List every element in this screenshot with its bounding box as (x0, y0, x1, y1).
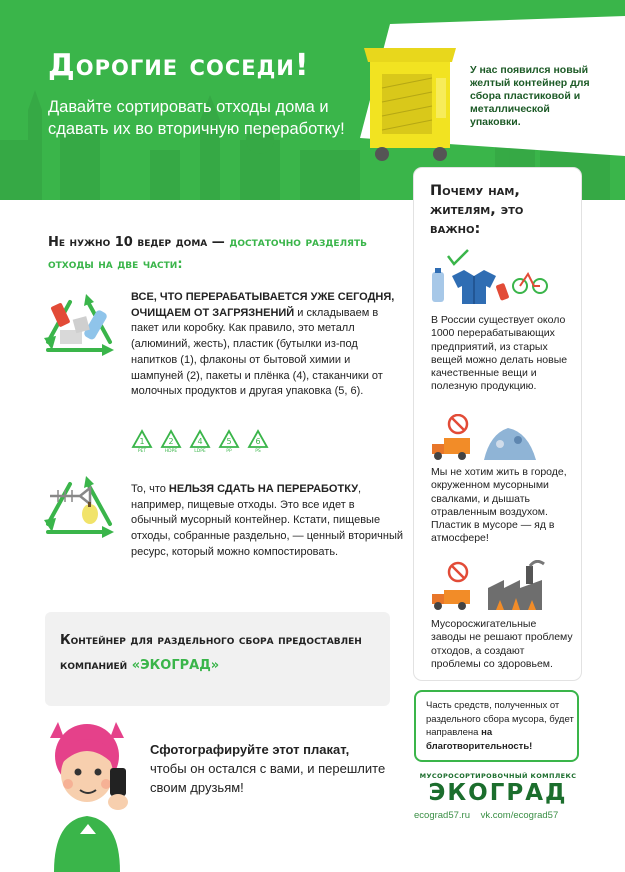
svg-text:5: 5 (226, 437, 232, 446)
recycle-triangle-icon (247, 429, 269, 449)
food-waste-icon (40, 476, 120, 546)
container-note: У нас появился новый желтый контейнер для сбора пластиковой и металлической упаковки. (470, 64, 590, 128)
vk-link[interactable]: vk.com/ecograd57 (480, 810, 559, 821)
resin-code-label: PET (137, 449, 147, 454)
brand-subtitle: МУСОРОСОРТИРОВОЧНЫЙ КОМПЛЕКС (419, 772, 577, 780)
brand-links (414, 810, 584, 821)
sidebar-paragraph-3: Мусоросжигательные заводы не решают проблему отходов, а создают проблемы со здоровьем. (431, 618, 573, 670)
charity-text (426, 699, 576, 753)
food-body: , например, пищевые отходы. Это все идет в обычный мусорный контейнер. Кстати, пищевые отходы, собранные раздельно, — ценный вторичный ресурс, который можно компостировать. (131, 483, 404, 558)
sidebar-paragraph-2: Мы не хотим жить в городе, окруженном мусорными свалками, и дышать отравленным воздухом. Пластик в мусоре — яд в атмосфере! (431, 466, 567, 545)
resin-code-1 (131, 429, 153, 453)
subtitle-dark: Не нужно 10 ведер дома — (48, 235, 230, 250)
recycle-triangle-icon (218, 429, 240, 449)
resin-code-6 (247, 429, 269, 453)
company-text (60, 628, 380, 678)
recycle-clothes-icon (430, 246, 550, 306)
company-dark: Контейнер для раздельного сбора предоставлен компанией (60, 633, 362, 673)
resin-code-2 (160, 429, 182, 453)
svg-text:6: 6 (255, 437, 261, 446)
recyclable-heading: ВСЕ, ЧТО ПЕРЕРАБАТЫВАЕТСЯ УЖЕ СЕГОДНЯ, ОЧИЩАЕМ ОТ ЗАГРЯЗНЕНИЙ (131, 291, 395, 319)
recycle-triangle-icon (160, 429, 182, 449)
charity-bold: на благотворительность! (426, 727, 533, 752)
page-title: Дорогие соседи! (48, 48, 310, 83)
charity-body: Часть средств, полученных от раздельного сбора мусора, будет направлена (426, 700, 574, 738)
site-link[interactable]: ecograd57.ru (414, 810, 470, 821)
svg-text:2: 2 (168, 437, 174, 446)
incinerator-factory-icon (430, 560, 550, 614)
subtitle-green: достаточно разделять отходы на две части: (48, 235, 367, 272)
company-green: «ЭКОГРАД» (131, 658, 220, 673)
photo-rest: чтобы он остался с вами, и перешлите своим друзьям! (150, 761, 386, 795)
recyclable-block (131, 290, 403, 400)
food-intro: То, что (131, 483, 169, 495)
resin-code-label: PS (255, 449, 261, 454)
photo-bold: Сфотографируйте этот плакат, (150, 742, 350, 757)
resin-code-4 (189, 429, 211, 453)
photo-call-to-action (150, 740, 400, 797)
resin-code-5 (218, 429, 240, 453)
brand-logo: ЭКОГРАД (428, 780, 568, 806)
resin-code-label: LDPE (194, 449, 206, 454)
recycle-triangle-icon (131, 429, 153, 449)
recycle-triangle-icon (189, 429, 211, 449)
recycle-packaging-icon (40, 294, 120, 364)
girl-mascot-icon (40, 716, 140, 872)
yellow-container-icon (360, 38, 460, 164)
lead-text: Давайте сортировать отходы дома и сдавать их во вторичную переработку! (48, 98, 345, 138)
landfill-truck-icon (430, 414, 540, 466)
non-recyclable-block (131, 482, 403, 561)
svg-text:4: 4 (197, 437, 203, 446)
food-heading: НЕЛЬЗЯ СДАТЬ НА ПЕРЕРАБОТКУ (168, 483, 359, 495)
main-subtitle (48, 232, 398, 276)
recyclable-body: и складываем в пакет или коробку. Как правило, это металл (алюминий, жесть), пластик (бутылки из-под напитков (1), флаконы от бытовой химии и шампуней (2), пакеты и плёнка (4), стаканчики от молочных продуктов и другая упаковка (5, 6). (131, 306, 383, 398)
svg-text:1: 1 (139, 437, 145, 446)
sidebar-title: Почему нам, жителям, это важно: (430, 183, 524, 237)
sidebar-paragraph-1: В России существует около 1000 перерабатывающих предприятий, из старых вещей можно делать новые качественные вещи и полезную продукцию. (431, 314, 568, 393)
resin-code-label: PP (226, 449, 232, 454)
resin-code-label: HDPE (164, 449, 178, 454)
resin-codes (131, 429, 276, 453)
